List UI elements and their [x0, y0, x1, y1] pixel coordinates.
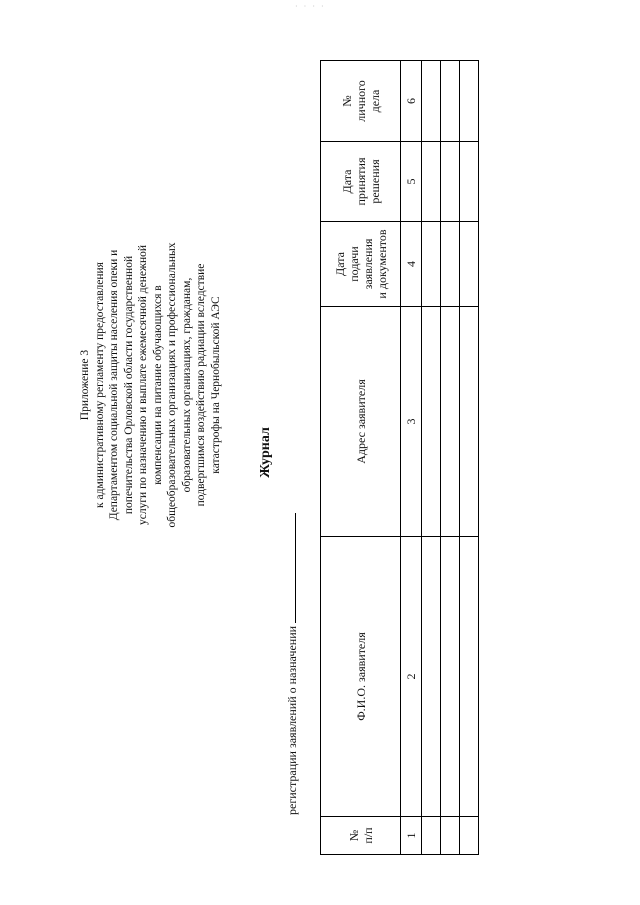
empty-cell: [422, 142, 441, 222]
empty-cell: [422, 222, 441, 307]
empty-cell: [441, 222, 460, 307]
empty-cell: [422, 537, 441, 817]
column-number-row: [401, 61, 422, 855]
column-number-cell: 5: [401, 142, 422, 222]
header-cell-decision-date: Дата принятия решения: [321, 142, 401, 222]
empty-cell: [422, 817, 441, 855]
empty-cell: [460, 222, 479, 307]
journal-subtitle: [283, 513, 300, 815]
appendix-line: услуги по назначению и выплате ежемесячной денежной: [137, 244, 149, 526]
column-number-cell: 1: [401, 817, 422, 855]
empty-cell: [441, 307, 460, 537]
appendix-line: к административному регламенту предоставления: [93, 262, 106, 508]
appendix-block: [78, 165, 223, 605]
header-cell-applicant-name: Ф.И.О. заявителя: [321, 537, 401, 817]
empty-cell: [460, 142, 479, 222]
page-top-mark: · · · ·: [295, 2, 326, 11]
empty-cell: [422, 61, 441, 142]
appendix-line: Департаментом социальной защиты населения опеки и: [108, 249, 120, 521]
appendix-line: подвергшимся воздействию радиации вследствие: [195, 263, 207, 507]
appendix-line: компенсации на питание обучающихся в: [151, 285, 164, 485]
column-number-cell: 6: [401, 61, 422, 142]
appendix-line: образовательных организациях, гражданам,: [180, 277, 193, 493]
table-row: [460, 61, 479, 855]
column-number-cell: 4: [401, 222, 422, 307]
appendix-line: катастрофы на Чернобыльской АЭС: [209, 296, 222, 474]
empty-cell: [441, 817, 460, 855]
registration-table: [320, 60, 479, 855]
appendix-line: общеобразовательных организациях и профессиональных: [166, 242, 178, 528]
subtitle-fill-line: [283, 513, 296, 623]
subtitle-text: регистрации заявлений о назначении: [285, 625, 299, 815]
empty-cell: [460, 537, 479, 817]
empty-cell: [460, 307, 479, 537]
journal-title: Журнал: [258, 427, 273, 478]
header-cell-number: № п/п: [321, 817, 401, 855]
appendix-line: попечительства Орловской области государственной: [122, 255, 135, 515]
table-row: [441, 61, 460, 855]
header-cell-applicant-address: Адрес заявителя: [321, 307, 401, 537]
empty-cell: [460, 61, 479, 142]
table-row: [422, 61, 441, 855]
empty-cell: [422, 307, 441, 537]
appendix-line: Приложение 3: [79, 349, 91, 421]
table-header-row: [321, 61, 401, 855]
empty-cell: [441, 61, 460, 142]
column-number-cell: 2: [401, 537, 422, 817]
header-cell-case-number: № личного дела: [321, 61, 401, 142]
empty-cell: [441, 537, 460, 817]
empty-cell: [441, 142, 460, 222]
empty-cell: [460, 817, 479, 855]
header-cell-submission-date: Дата подачи заявления и документов: [321, 222, 401, 307]
column-number-cell: 3: [401, 307, 422, 537]
